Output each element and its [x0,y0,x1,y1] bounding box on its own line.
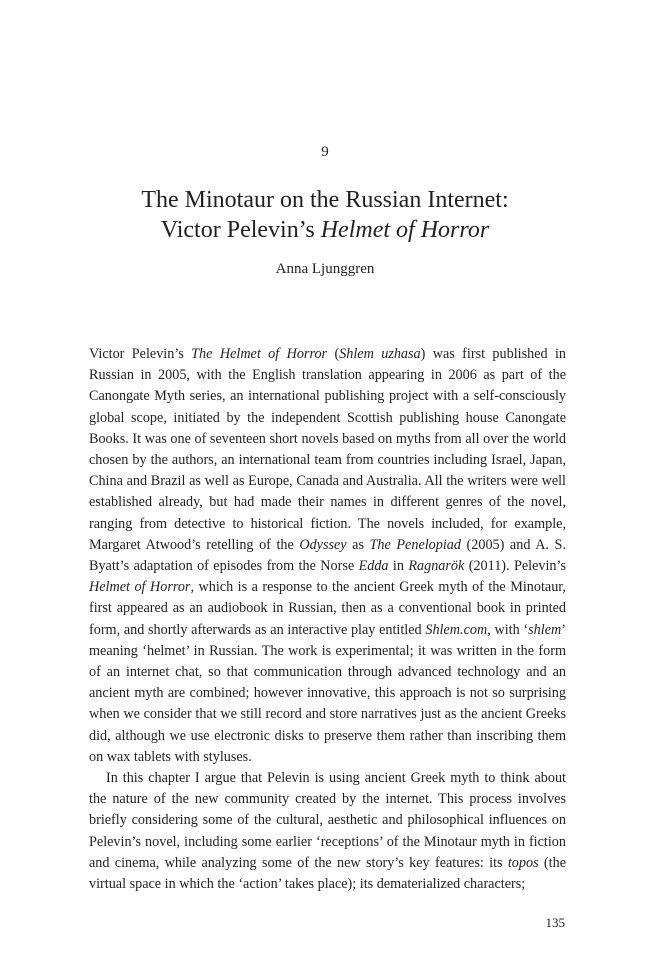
chapter-title [0,185,650,245]
text-run: ’ meaning ‘helmet’ in Russian. The work is experimental; it was written in the form of an internet chat, so that communication through advanced technology and an ancient myth are combined; however innovative, this approach is not so surprising when we consider that we still record and store narratives just as the ancient Greeks did, although we use electronic disks to preserve them rather than inscribing them on wax tablets with styluses. [89,621,566,765]
text-run: , which is a response to the ancient Greek myth of the Minotaur, first appeared as an audiobook in Russian, then as a conventional book in printed form, and shortly afterwards as an interactive play entitled [89,579,566,638]
text-run: ) was first published in Russian in 2005, with the English translation appearing in 2006 as part of the Canongate Myth series, an international publishing project with a self-consciously global scope, initiated by the independent Scottish publishing house Canongate Books. It was one of seventeen short novels based on myths from all over the world chosen by the authors, an international team from countries including Israel, Japan, China and Brazil as well as Europe, Canada and Australia. All the writers were well established already, but had made their names in different genres of the novel, ranging from detective to historical fiction. The novels included, for example, Margaret Atwood’s retelling of the [89,346,566,553]
text-run: Victor Pelevin’s [89,346,192,362]
page-number: 135 [545,915,565,930]
author-name: Anna Ljunggren [275,261,375,277]
text-run: as [346,536,370,553]
text-run: In this chapter I argue that Pelevin is using ancient Greek myth to think about the nature of the new community created by the internet. This process involves briefly considering some of the cultural, aesthetic and philosophical influences on Pelevin’s novel, including some earlier ‘receptions’ of the Minotaur myth in fiction and cinema, while analyzing some of the new story’s key features: its [89,770,566,871]
italic-text-run: The Helmet of Horror [191,346,328,362]
paragraph [89,768,566,895]
italic-text-run: Edda [358,558,389,575]
text-run: (2011). Pelevin’s [464,558,566,575]
italic-text-run: Shlem.com [425,621,488,638]
italic-text-run: The Penelopiad [369,536,461,553]
paragraph [89,344,566,768]
body-text [89,344,566,895]
italic-text-run: shlem [528,621,562,638]
italic-text-run: Ragnarök [408,558,465,575]
italic-text-run: topos [507,854,539,871]
italic-text-run: Helmet of Horror [89,579,191,596]
text-run: in [388,558,409,575]
chapter-title-line-2 [0,215,650,245]
text-run: ( [327,346,340,362]
chapter-number: 9 [321,144,329,160]
chapter-title-line-2-prefix: Victor Pelevin’s [160,217,321,243]
text-run: (2005) and A. S. Byatt’s adaptation of episodes from the Norse [89,536,566,575]
text-run: , with ‘ [487,621,529,638]
italic-text-run: Odyssey [299,536,347,553]
chapter-title-line-1: The Minotaur on the Russian Internet: [141,187,509,213]
text-run: (the virtual space in which the ‘action’ takes place); its dematerialized characters; [89,854,566,893]
italic-text-run: Shlem uzhasa [339,346,421,362]
chapter-title-line-2-italic: Helmet of Horror [320,217,490,243]
